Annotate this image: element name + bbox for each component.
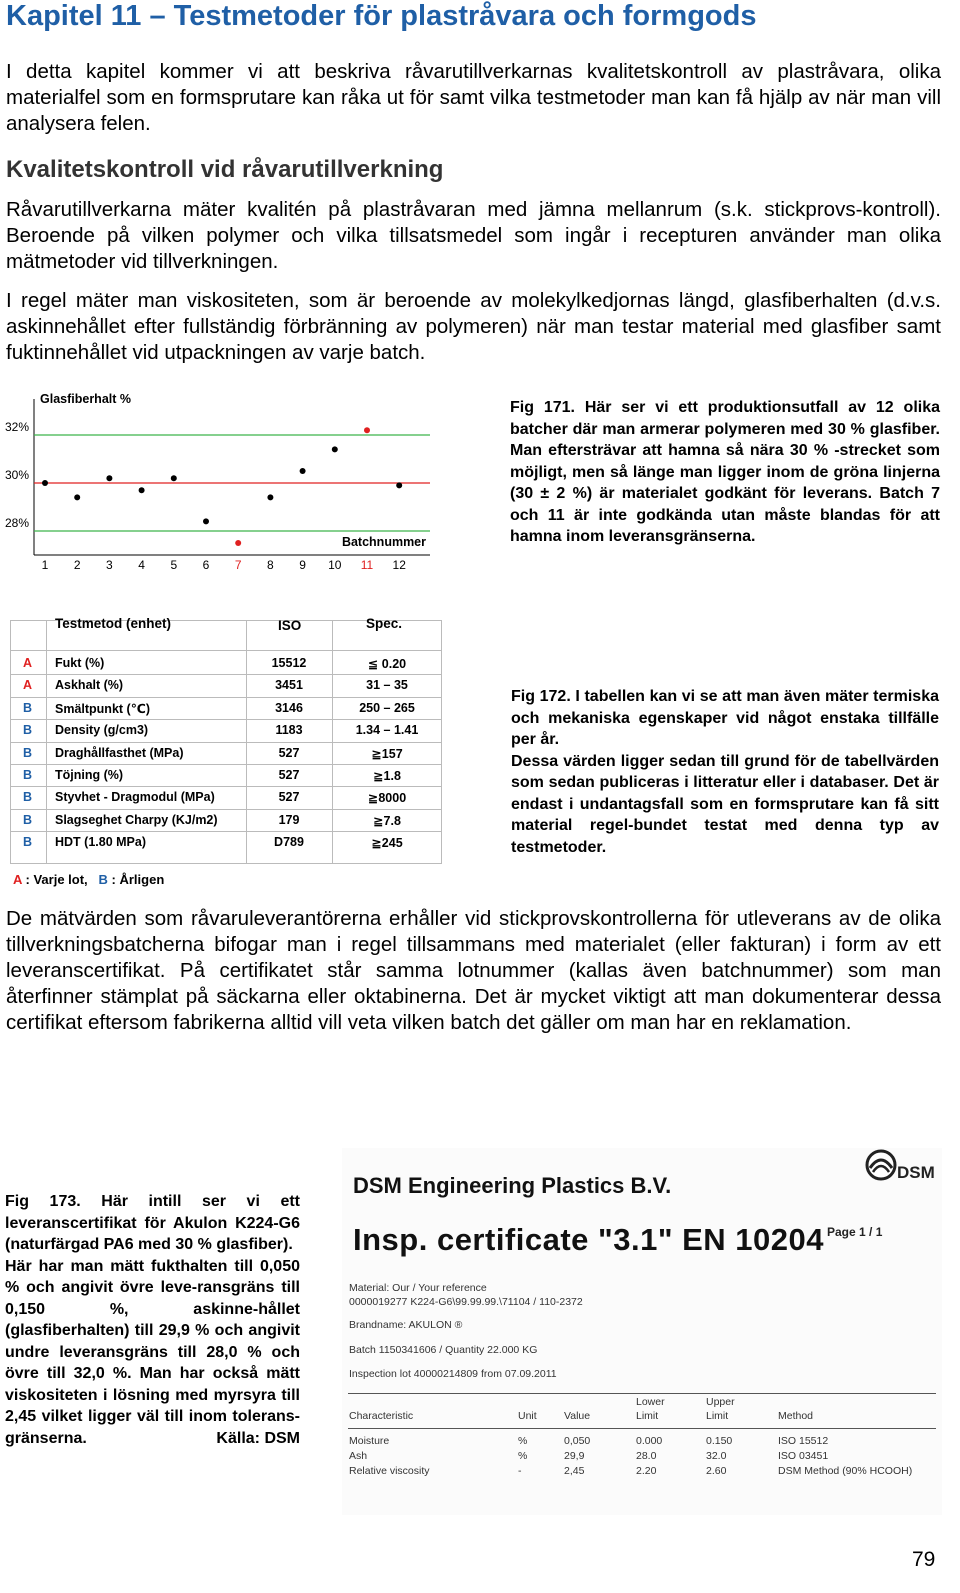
x-tick-label: 10 <box>328 558 342 572</box>
row-method: Askhalt (%) <box>55 678 124 693</box>
legend-b-key: B <box>98 872 108 887</box>
chart-xlabel: Batchnummer <box>341 535 426 549</box>
fig173-source: Källa: DSM <box>216 1429 300 1447</box>
certificate-cell: 28.0 <box>636 1450 657 1462</box>
data-point <box>139 487 145 493</box>
data-point <box>74 494 80 500</box>
fig171-text: Här ser vi ett produktionsutfall av 12 olika batcher där man armerar polymeren med 30 % glasfiber. Man eftersträvar att hamna så nära 30 % -strecket som möjligt, men så länge man ligger inom de gröna linjerna (30 ± 2 %) är materialet godkänt för leverans. Batch 7 och 11 är inte godkända utan måste blandas för att hamna inom leveransgränserna. <box>510 399 941 545</box>
row-iso: 3451 <box>275 678 303 693</box>
row-method: Draghållfasthet (MPa) <box>55 745 184 760</box>
x-tick-label: 1 <box>41 558 49 572</box>
certificate-cell: ISO 03451 <box>778 1450 829 1462</box>
x-tick-label: 6 <box>202 558 210 572</box>
certificate-column-header: Limit <box>636 1410 659 1422</box>
row-method: HDT (1.80 MPa) <box>55 835 146 850</box>
certificate-cell: ISO 15512 <box>778 1435 829 1447</box>
row-spec: 250 – 265 <box>359 700 415 715</box>
intro-paragraph: I detta kapitel kommer vi att beskriva råvarutillverkarnas kvalitetskontroll av plastråvara, olika materialfel som en formsprutare kan råka ut för samt vilka testmetoder man kan få hjälp av när man vill analysera felen. <box>6 60 941 135</box>
certificate-column-header: Characteristic <box>349 1410 414 1422</box>
certificate-column-header: Value <box>564 1410 591 1422</box>
y-tick-label: 28% <box>5 516 30 530</box>
y-tick-label: 30% <box>5 468 30 482</box>
x-tick-label: 12 <box>392 558 406 572</box>
row-iso: 15512 <box>271 656 307 670</box>
page-number: 79 <box>912 1548 936 1571</box>
row-iso: 527 <box>278 745 300 760</box>
data-point <box>396 482 402 488</box>
row-iso: 3146 <box>275 700 303 715</box>
certificate-column-header: Limit <box>706 1410 729 1422</box>
row-frequency: A <box>23 678 33 693</box>
fig172-caption <box>511 686 939 858</box>
certificate-column-header: Method <box>778 1410 814 1422</box>
certificate-cell: Ash <box>349 1450 368 1462</box>
row-frequency: B <box>23 723 33 738</box>
row-spec: 31 – 35 <box>366 678 408 693</box>
table-header-iso: ISO <box>278 618 302 633</box>
certificate-cell: 2.60 <box>706 1465 727 1477</box>
table-header-spec: Spec. <box>366 616 403 631</box>
legend-a-text: : Varje lot, <box>25 872 88 887</box>
certificate-cell: 32.0 <box>706 1450 727 1462</box>
chart-title: Glasfiberhalt % <box>40 392 131 406</box>
x-tick-label: 3 <box>106 558 113 572</box>
x-tick-label: 7 <box>234 558 242 572</box>
fig171-label: Fig 171. <box>510 399 575 416</box>
fig173-text1: Här intill ser vi ett leveranscertifikat för Akulon K224-G6 (naturfärgad PA6 med 30 % glasfiber). <box>5 1193 300 1253</box>
data-point <box>332 446 338 452</box>
row-method: Slagseghet Charpy (KJ/m2) <box>55 812 218 827</box>
fig173-text2: Här har man mätt fukthalten till 0,050 % och angivit övre leve-ransgräns till 0,150 %, askinne-hållet (glasfiberhalten) till 29,9 % och angivit undre leveransgräns till 28,0 % och övre till 32,0 %. Man har också mätt viskositeten i lösning med myrsyra till 2,45 vilket ligger väl till inom tolerans-gränserna. <box>5 1257 300 1447</box>
data-point <box>235 540 241 546</box>
fig173-caption <box>5 1191 300 1449</box>
data-point <box>300 468 306 474</box>
x-tick-label: 11 <box>360 558 374 572</box>
x-tick-label: 4 <box>138 558 145 572</box>
certificate-cell: Moisture <box>349 1435 390 1447</box>
row-frequency: B <box>23 835 33 850</box>
test-method-table <box>10 616 442 864</box>
fig172-label: Fig 172. <box>511 688 571 705</box>
row-method: Fukt (%) <box>55 656 105 670</box>
certificate-title: Insp. certificate "3.1" EN 10204 <box>353 1222 825 1257</box>
row-spec: ≧1.8 <box>373 769 401 783</box>
y-tick-label: 32% <box>5 420 30 434</box>
row-method: Density (g/cm3) <box>55 723 149 738</box>
data-point <box>106 475 112 481</box>
data-point <box>203 518 209 524</box>
x-tick-label: 2 <box>73 558 81 572</box>
row-spec: ≧245 <box>371 836 403 851</box>
section-heading: Kvalitetskontroll vid råvarutillverkning <box>6 156 444 183</box>
certificate-cell: Relative viscosity <box>349 1465 430 1477</box>
paragraph-1: Råvarutillverkarna mäter kvalitén på plastråvaran med jämna mellanrum (s.k. stickprovs-kontroll). Beroende på vilken polymer och vilka tillsatsmedel som ingår i recepturen använder man olika mätmetoder vid tillverkningen. <box>6 198 941 273</box>
data-point <box>364 427 370 433</box>
certificate-column-header: Unit <box>518 1410 537 1422</box>
row-method: Töjning (%) <box>55 768 124 782</box>
row-method: Styvhet - Dragmodul (MPa) <box>55 790 215 805</box>
data-point <box>171 475 177 481</box>
x-tick-label: 5 <box>170 558 178 572</box>
row-iso: 527 <box>278 790 300 805</box>
certificate-cell: % <box>518 1450 528 1462</box>
certificate-cell: 0.000 <box>636 1435 663 1447</box>
row-frequency: B <box>23 768 33 782</box>
certificate-inspection: Inspection lot 40000214809 from 07.09.2011 <box>349 1368 557 1380</box>
dsm-logo-text: DSM <box>897 1163 935 1182</box>
certificate-batch: Batch 1150341606 / Quantity 22.000 KG <box>349 1344 538 1356</box>
row-spec: 1.34 – 1.41 <box>355 723 419 738</box>
certificate-cell: - <box>518 1465 522 1477</box>
fig172-text2: Dessa värden ligger sedan till grund för de tabellvärden som sedan publiceras i litteratur eller i databaser. Det är endast i undantagsfall som en formsprutare kan få sitt material regel-bundet testat med denna typ av testmetoder. <box>511 752 939 856</box>
certificate-cell: 2,45 <box>564 1465 585 1477</box>
row-spec: ≧157 <box>371 746 403 761</box>
row-frequency: B <box>23 700 33 715</box>
row-iso: 1183 <box>275 723 303 738</box>
x-tick-label: 8 <box>267 558 274 572</box>
certificate-cell: 2.20 <box>636 1465 657 1477</box>
fig172-text1: I tabellen kan vi se att man även mäter termiska och mekaniska egenskaper vid något enstaka tillfälle per år. <box>511 688 940 748</box>
paragraph-2: I regel mäter man viskositeten, som är beroende av molekylkedjornas längd, glasfiberhalten (d.v.s. askinnehållet efter fullständig förbränning av polymeren) när man testar material med glasfiber samt fuktinnehållet vid utpackningen av varje batch. <box>6 289 941 364</box>
row-spec: ≧8000 <box>367 791 407 806</box>
certificate-brandname: Brandname: AKULON ® <box>349 1319 463 1331</box>
certificate-page: Page 1 / 1 <box>827 1225 883 1239</box>
data-point <box>267 494 273 500</box>
certificate-cell: DSM Method (90% HCOOH) <box>778 1465 913 1477</box>
row-frequency: B <box>23 790 33 805</box>
row-spec: ≧7.8 <box>373 813 401 828</box>
legend-a-key: A <box>13 872 22 887</box>
table-legend <box>13 872 164 887</box>
x-tick-label: 9 <box>299 558 306 572</box>
certificate-cell: 29,9 <box>564 1450 585 1462</box>
certificate-material-line: Material: Our / Your reference <box>349 1282 487 1294</box>
row-frequency: B <box>23 812 33 827</box>
row-iso: 179 <box>278 812 300 827</box>
dsm-logo-icon <box>864 1148 898 1182</box>
row-method: Smältpunkt (℃) <box>55 701 150 716</box>
certificate-cell: 0.150 <box>706 1435 733 1447</box>
chapter-title: Kapitel 11 – Testmetoder för plastråvara och formgods <box>6 0 757 32</box>
certificate-col-lower-top: Lower <box>636 1396 665 1408</box>
glass-fiber-chart <box>0 385 500 585</box>
legend-b-text: : Årligen <box>111 872 165 887</box>
certificate-image <box>342 1148 942 1515</box>
table-header-method: Testmetod (enhet) <box>55 616 172 631</box>
certificate-col-upper-top: Upper <box>706 1396 735 1408</box>
certificate-company: DSM Engineering Plastics B.V. <box>353 1173 672 1198</box>
paragraph-3: De mätvärden som råvaruleverantörerna erhåller vid stickprovskontrollerna för utleverans av de olika tillverkningsbatcherna bifogar man i regel tillsammans med materialet (eller fakturan) i form av ett leveranscertifikat. På certifikatet står samma lotnummer (kallas även batchnummer) som man återfinner stämplat på säckarna eller oktabinerna. Det är mycket viktigt att man dokumenterar dessa certifikat eftersom fabrikerna alltid vill veta vilken batch det gäller om man har en reklamation. <box>6 907 941 1034</box>
row-iso: 527 <box>278 768 300 782</box>
row-frequency: B <box>23 745 33 760</box>
row-frequency: A <box>23 656 33 670</box>
row-iso: D789 <box>274 835 304 850</box>
row-spec: ≦ 0.20 <box>367 657 407 671</box>
certificate-cell: 0,050 <box>564 1435 591 1447</box>
fig173-label: Fig 173. <box>5 1193 81 1210</box>
certificate-material-value: 0000019277 K224-G6\99.99.99.\71104 / 110-2372 <box>349 1296 583 1308</box>
data-point <box>42 480 48 486</box>
fig171-caption <box>510 397 940 548</box>
certificate-cell: % <box>518 1435 528 1447</box>
